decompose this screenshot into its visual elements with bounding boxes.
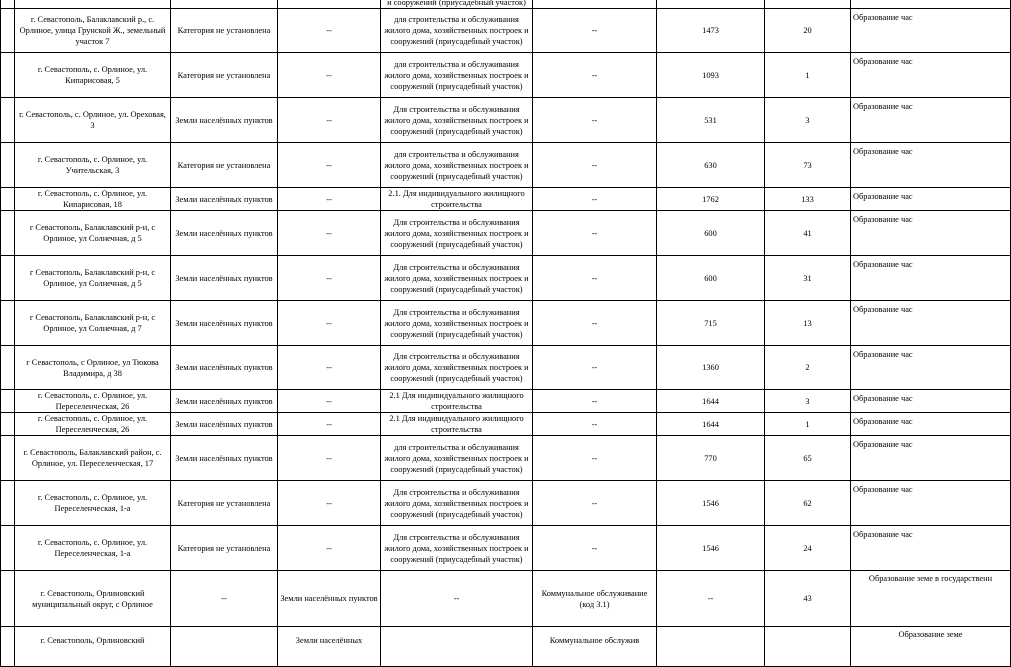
use-cell: Для строительства и обслуживания жилого дома, хозяйственных построек и сооружений (приусадебный участок): [381, 526, 533, 571]
count-cell: 73: [765, 143, 851, 188]
note-cell: Образование час: [851, 526, 1011, 571]
column-5-cell: --: [533, 481, 657, 526]
address-cell: г Севастополь, Балаклавский р-н, с Орлиное, ул Солнечная, д 5: [15, 211, 171, 256]
area-cell: 1762: [657, 188, 765, 211]
address-cell: г. Севастополь, с. Орлиное, ул. Переселенческая, 1-а: [15, 526, 171, 571]
column-3-cell: --: [278, 481, 381, 526]
column-3-cell: --: [278, 436, 381, 481]
column-5-cell: --: [533, 390, 657, 413]
address-cell: г Севастополь, Балаклавский р-н, с Орлиное, ул Солнечная, д 5: [15, 256, 171, 301]
category-cell: Земли населённых пунктов: [171, 346, 278, 390]
area-cell: 770: [657, 436, 765, 481]
area-cell: 630: [657, 143, 765, 188]
column-3-cell: --: [278, 346, 381, 390]
count-cell: 3: [765, 98, 851, 143]
area-cell: 531: [657, 98, 765, 143]
table-row: [1, 627, 1011, 667]
address-cell: г. Севастополь, Балаклавский район, с. Орлиное, ул. Переселенческая, 17: [15, 436, 171, 481]
table-row: [1, 211, 1011, 256]
address-cell: г. Севастополь, с. Орлиное, ул. Кипарисовая, 5: [15, 53, 171, 98]
table-row: [1, 413, 1011, 436]
note-cell: Образование час: [851, 413, 1011, 436]
index-cell: [1, 301, 15, 346]
category-cell: [171, 627, 278, 667]
index-cell: [1, 627, 15, 667]
table-row: [1, 436, 1011, 481]
table-row: [1, 9, 1011, 53]
column-3-cell: Земли населённых: [278, 627, 381, 667]
column-5-cell: --: [533, 98, 657, 143]
category-cell: Земли населённых пунктов: [171, 413, 278, 436]
use-cell: Для строительства и обслуживания жилого дома, хозяйственных построек и сооружений (приусадебный участок): [381, 98, 533, 143]
category-cell: Земли населённых пунктов: [171, 211, 278, 256]
category-cell: Земли населённых пунктов: [171, 256, 278, 301]
address-cell: г Севастополь, с Орлиное, ул Тюкова Владимира, д 38: [15, 346, 171, 390]
category-cell: Категория не установлена: [171, 143, 278, 188]
count-cell: 31: [765, 256, 851, 301]
table-row: [1, 143, 1011, 188]
category-cell: Категория не установлена: [171, 53, 278, 98]
address-cell: г. Севастополь, с. Орлиное, ул. Переселенческая, 1-а: [15, 481, 171, 526]
address-cell: г. Севастополь, Балаклавский р., с. Орлиное, улица Грунской Ж., земельный участок 7: [15, 9, 171, 53]
area-cell: [657, 627, 765, 667]
note-cell: Образование час: [851, 436, 1011, 481]
column-3-cell: --: [278, 143, 381, 188]
area-cell: 1546: [657, 481, 765, 526]
note-cell: Образование час: [851, 98, 1011, 143]
column-5-cell: --: [533, 188, 657, 211]
address-cell: [15, 0, 171, 9]
address-cell: г. Севастополь, с. Орлиное, ул. Ореховая, 3: [15, 98, 171, 143]
address-cell: г Севастополь, Балаклавский р-н, с Орлиное, ул Солнечная, д 7: [15, 301, 171, 346]
index-cell: [1, 256, 15, 301]
column-3-cell: --: [278, 390, 381, 413]
category-cell: Категория не установлена: [171, 481, 278, 526]
note-cell: Образование час: [851, 188, 1011, 211]
area-cell: 1093: [657, 53, 765, 98]
column-5-cell: [533, 0, 657, 9]
table-row: [1, 0, 1011, 9]
table-row: [1, 301, 1011, 346]
count-cell: 13: [765, 301, 851, 346]
area-cell: 1644: [657, 390, 765, 413]
count-cell: 43: [765, 571, 851, 627]
use-cell: Для строительства и обслуживания жилого дома, хозяйственных построек и сооружений (приусадебный участок): [381, 346, 533, 390]
area-cell: 1546: [657, 526, 765, 571]
address-cell: г. Севастополь, Орлиновский муниципальный округ, с Орлиное: [15, 571, 171, 627]
area-cell: 600: [657, 256, 765, 301]
column-3-cell: --: [278, 256, 381, 301]
column-3-cell: [278, 0, 381, 9]
count-cell: [765, 627, 851, 667]
count-cell: 3: [765, 390, 851, 413]
count-cell: [765, 0, 851, 9]
use-cell: для строительства и обслуживания жилого дома, хозяйственных построек и сооружений (приусадебный участок): [381, 53, 533, 98]
count-cell: 20: [765, 9, 851, 53]
count-cell: 1: [765, 53, 851, 98]
index-cell: [1, 0, 15, 9]
column-3-cell: --: [278, 53, 381, 98]
area-cell: [657, 0, 765, 9]
index-cell: [1, 188, 15, 211]
count-cell: 2: [765, 346, 851, 390]
column-3-cell: --: [278, 9, 381, 53]
table-row: [1, 390, 1011, 413]
index-cell: [1, 413, 15, 436]
count-cell: 133: [765, 188, 851, 211]
column-5-cell: --: [533, 301, 657, 346]
index-cell: [1, 211, 15, 256]
use-cell: для строительства и обслуживания жилого дома, хозяйственных построек и сооружений (приусадебный участок): [381, 143, 533, 188]
use-cell: --: [381, 571, 533, 627]
index-cell: [1, 436, 15, 481]
column-5-cell: --: [533, 211, 657, 256]
category-cell: Земли населённых пунктов: [171, 301, 278, 346]
note-cell: Образование час: [851, 256, 1011, 301]
category-cell: --: [171, 571, 278, 627]
index-cell: [1, 98, 15, 143]
category-cell: Земли населённых пунктов: [171, 188, 278, 211]
category-cell: Земли населённых пунктов: [171, 390, 278, 413]
column-3-cell: --: [278, 98, 381, 143]
area-cell: --: [657, 571, 765, 627]
category-cell: [171, 0, 278, 9]
area-cell: 1360: [657, 346, 765, 390]
table-row: [1, 481, 1011, 526]
note-cell: Образование час: [851, 9, 1011, 53]
column-5-cell: Коммунальное обслужив: [533, 627, 657, 667]
use-cell: Для строительства и обслуживания жилого дома, хозяйственных построек и сооружений (приусадебный участок): [381, 211, 533, 256]
column-5-cell: Коммунальное обслуживание (код 3.1): [533, 571, 657, 627]
index-cell: [1, 53, 15, 98]
column-3-cell: --: [278, 211, 381, 256]
count-cell: 65: [765, 436, 851, 481]
address-cell: г. Севастополь, с. Орлиное, ул. Кипарисовая, 18: [15, 188, 171, 211]
column-3-cell: --: [278, 413, 381, 436]
table-row: [1, 346, 1011, 390]
use-cell: [381, 627, 533, 667]
category-cell: Категория не установлена: [171, 526, 278, 571]
column-5-cell: --: [533, 526, 657, 571]
index-cell: [1, 571, 15, 627]
count-cell: 1: [765, 413, 851, 436]
use-cell: для строительства и обслуживания жилого дома, хозяйственных построек и сооружений (приусадебный участок): [381, 9, 533, 53]
address-cell: г. Севастополь, Орлиновский: [15, 627, 171, 667]
category-cell: Земли населённых пунктов: [171, 98, 278, 143]
note-cell: Образование час: [851, 143, 1011, 188]
category-cell: Земли населённых пунктов: [171, 436, 278, 481]
index-cell: [1, 143, 15, 188]
category-cell: Категория не установлена: [171, 9, 278, 53]
area-cell: 715: [657, 301, 765, 346]
use-cell: 2.1 Для индивидуального жилищного строительства: [381, 390, 533, 413]
column-3-cell: Земли населённых пунктов: [278, 571, 381, 627]
note-cell: [851, 0, 1011, 9]
use-cell: для строительства и обслуживания жилого дома, хозяйственных построек и сооружений (приусадебный участок): [381, 436, 533, 481]
column-5-cell: --: [533, 9, 657, 53]
address-cell: г. Севастополь, с. Орлиное, ул. Учительская, 3: [15, 143, 171, 188]
column-5-cell: --: [533, 413, 657, 436]
column-5-cell: --: [533, 436, 657, 481]
note-cell: Образование час: [851, 390, 1011, 413]
column-5-cell: --: [533, 256, 657, 301]
index-cell: [1, 390, 15, 413]
note-cell: Образование час: [851, 301, 1011, 346]
note-cell: Образование земе в государственн: [851, 571, 1011, 627]
count-cell: 24: [765, 526, 851, 571]
index-cell: [1, 9, 15, 53]
area-cell: 1473: [657, 9, 765, 53]
column-3-cell: --: [278, 526, 381, 571]
note-cell: Образование час: [851, 211, 1011, 256]
note-cell: Образование земе: [851, 627, 1011, 667]
table-row: [1, 98, 1011, 143]
address-cell: г. Севастополь, с. Орлиное, ул. Переселенческая, 26: [15, 413, 171, 436]
table-row: [1, 188, 1011, 211]
note-cell: Образование час: [851, 346, 1011, 390]
count-cell: 62: [765, 481, 851, 526]
table-row: [1, 526, 1011, 571]
area-cell: 1644: [657, 413, 765, 436]
address-cell: г. Севастополь, с. Орлиное, ул. Переселенческая, 26: [15, 390, 171, 413]
index-cell: [1, 526, 15, 571]
use-cell: 2.1. Для индивидуального жилищного строительства: [381, 188, 533, 211]
column-5-cell: --: [533, 143, 657, 188]
use-cell: 2.1 Для индивидуального жилищного строительства: [381, 413, 533, 436]
column-5-cell: --: [533, 53, 657, 98]
use-cell: Для строительства и обслуживания жилого дома, хозяйственных построек и сооружений (приусадебный участок): [381, 481, 533, 526]
table-row: [1, 571, 1011, 627]
table-row: [1, 53, 1011, 98]
index-cell: [1, 346, 15, 390]
column-3-cell: --: [278, 188, 381, 211]
column-3-cell: --: [278, 301, 381, 346]
note-cell: Образование час: [851, 53, 1011, 98]
use-cell: Для строительства и обслуживания жилого дома, хозяйственных построек и сооружений (приусадебный участок): [381, 301, 533, 346]
count-cell: 41: [765, 211, 851, 256]
column-5-cell: --: [533, 346, 657, 390]
index-cell: [1, 481, 15, 526]
table-row: [1, 256, 1011, 301]
note-cell: Образование час: [851, 481, 1011, 526]
area-cell: 600: [657, 211, 765, 256]
use-cell: и сооружений (приусадебный участок): [381, 0, 533, 9]
use-cell: Для строительства и обслуживания жилого дома, хозяйственных построек и сооружений (приусадебный участок): [381, 256, 533, 301]
